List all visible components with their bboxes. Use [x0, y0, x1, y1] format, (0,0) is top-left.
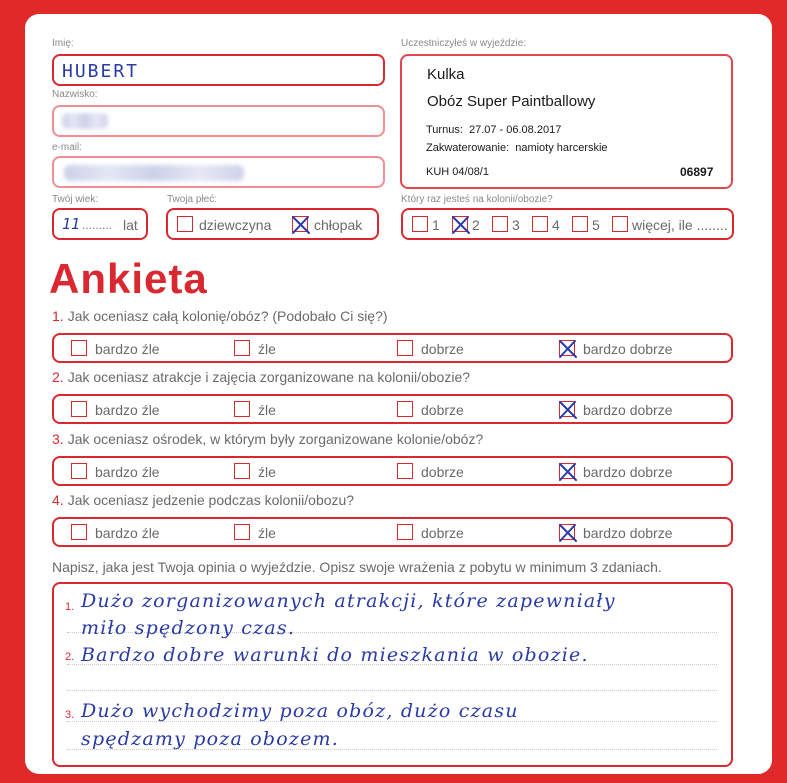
- times-5-label: 5: [592, 217, 600, 233]
- question-label: Jak oceniasz atrakcje i zajęcia zorganizowane na kolonii/obozie?: [67, 369, 471, 385]
- question-number: 3.: [52, 431, 64, 447]
- redacted-surname: [62, 113, 108, 129]
- rating-label: bardzo źle: [95, 525, 160, 541]
- gender-male-checkbox[interactable]: [292, 216, 308, 232]
- times-label: Który raz jesteś na kolonii/obozie?: [401, 194, 553, 205]
- opinion-prompt: Napisz, jaka jest Twoja opinia o wyjeździe. Opisz swoje wrażenia z pobytu w minimum 3 zdaniach.: [52, 559, 662, 575]
- times-field: [401, 208, 734, 240]
- times-4-label: 4: [552, 217, 560, 233]
- opinion-number: 1.: [65, 601, 75, 613]
- rating-label: bardzo źle: [95, 464, 160, 480]
- rating-checkbox[interactable]: [234, 401, 250, 417]
- question-label: Jak oceniasz ośrodek, w którym były zorganizowane kolonie/obóz?: [67, 431, 484, 447]
- rating-checkbox[interactable]: [71, 524, 87, 540]
- question-number: 2.: [52, 369, 64, 385]
- check-mark-icon: [557, 461, 579, 483]
- question-text: [52, 369, 470, 385]
- trip-number: 06897: [680, 165, 714, 179]
- rating-checkbox[interactable]: [71, 340, 87, 356]
- surname-field[interactable]: [52, 105, 385, 137]
- trip-info-box: [400, 54, 733, 189]
- rating-label: bardzo źle: [95, 402, 160, 418]
- times-3-label: 3: [512, 217, 520, 233]
- times-1-checkbox[interactable]: [412, 216, 428, 232]
- name-label: Imię:: [52, 38, 74, 49]
- rating-row: [52, 456, 733, 486]
- rating-label: dobrze: [421, 464, 464, 480]
- opinion-number: 2.: [65, 651, 75, 663]
- rating-label: bardzo źle: [95, 341, 160, 357]
- opinion-line-1: Dużo zorganizowanych atrakcji, które zapewniały: [81, 590, 616, 612]
- opinion-number: 3.: [65, 709, 75, 721]
- age-field[interactable]: [52, 208, 148, 240]
- rating-checkbox[interactable]: [559, 340, 575, 356]
- times-more-label: więcej, ile ........: [632, 217, 728, 233]
- email-label: e-mail:: [52, 142, 83, 153]
- rating-label: bardzo dobrze: [583, 525, 673, 541]
- rating-checkbox[interactable]: [397, 463, 413, 479]
- rating-checkbox[interactable]: [234, 524, 250, 540]
- rating-label: dobrze: [421, 341, 464, 357]
- times-more-checkbox[interactable]: [612, 216, 628, 232]
- gender-female-label: dziewczyna: [199, 217, 272, 233]
- trip-turnus: [426, 124, 561, 136]
- age-unit: lat: [123, 217, 138, 233]
- trip-camp: Obóz Super Paintballowy: [427, 93, 596, 110]
- gender-field: [166, 208, 379, 240]
- rating-label: bardzo dobrze: [583, 464, 673, 480]
- rating-label: bardzo dobrze: [583, 341, 673, 357]
- times-5-checkbox[interactable]: [572, 216, 588, 232]
- age-label: Twój wiek:: [52, 194, 99, 205]
- name-field[interactable]: [52, 54, 385, 86]
- turnus-value: 27.07 - 06.08.2017: [468, 124, 562, 136]
- rating-checkbox[interactable]: [559, 463, 575, 479]
- rating-checkbox[interactable]: [559, 401, 575, 417]
- opinion-line-4: Dużo wychodzimy poza obóz, dużo czasu: [81, 700, 519, 722]
- times-1-label: 1: [432, 217, 440, 233]
- gender-female-checkbox[interactable]: [177, 216, 193, 232]
- trip-zakw: [426, 142, 608, 154]
- age-value: 11: [62, 215, 81, 233]
- rating-checkbox[interactable]: [71, 401, 87, 417]
- times-2-label: 2: [472, 217, 480, 233]
- question-label: Jak oceniasz całą kolonię/obóz? (Podobało Ci się?): [67, 308, 388, 324]
- rating-row: [52, 394, 733, 424]
- zakw-label: Zakwaterowanie:: [426, 142, 510, 154]
- rating-label: źle: [258, 341, 276, 357]
- question-text: [52, 308, 388, 324]
- check-mark-icon: [290, 214, 312, 236]
- check-mark-icon: [557, 522, 579, 544]
- rating-checkbox[interactable]: [71, 463, 87, 479]
- question-number: 4.: [52, 492, 64, 508]
- times-3-checkbox[interactable]: [492, 216, 508, 232]
- trip-code: KUH 04/08/1: [426, 166, 489, 178]
- rating-checkbox[interactable]: [397, 401, 413, 417]
- rating-checkbox[interactable]: [234, 463, 250, 479]
- rating-label: dobrze: [421, 402, 464, 418]
- participated-label: Uczestniczyłeś w wyjeździe:: [401, 38, 527, 49]
- trip-org: Kulka: [427, 66, 465, 83]
- check-mark-icon: [557, 399, 579, 421]
- question-text: [52, 492, 354, 508]
- opinion-line-3: Bardzo dobre warunki do mieszkania w obozie.: [81, 644, 589, 666]
- check-mark-icon: [450, 214, 472, 236]
- rating-label: źle: [258, 525, 276, 541]
- check-mark-icon: [557, 338, 579, 360]
- rating-label: bardzo dobrze: [583, 402, 673, 418]
- redacted-email: [64, 165, 244, 181]
- rating-label: źle: [258, 402, 276, 418]
- opinion-line-5: spędzamy poza obozem.: [81, 728, 339, 750]
- gender-male-label: chłopak: [314, 217, 363, 233]
- survey-sheet: [25, 14, 772, 774]
- opinion-rule: [67, 690, 717, 691]
- survey-title: Ankieta: [49, 255, 208, 302]
- zakw-value: namioty harcerskie: [515, 142, 608, 154]
- rating-row: [52, 333, 733, 363]
- rating-checkbox[interactable]: [397, 340, 413, 356]
- question-label: Jak oceniasz jedzenie podczas kolonii/obozu?: [67, 492, 355, 508]
- opinion-line-2: miło spędzony czas.: [81, 617, 296, 639]
- times-4-checkbox[interactable]: [532, 216, 548, 232]
- turnus-label: Turnus:: [426, 124, 463, 136]
- rating-checkbox[interactable]: [559, 524, 575, 540]
- question-number: 1.: [52, 308, 64, 324]
- gender-label: Twoja płeć:: [167, 194, 218, 205]
- times-2-checkbox[interactable]: [452, 216, 468, 232]
- rating-checkbox[interactable]: [234, 340, 250, 356]
- rating-checkbox[interactable]: [397, 524, 413, 540]
- surname-label: Nazwisko:: [52, 89, 98, 100]
- rating-label: dobrze: [421, 525, 464, 541]
- rating-label: źle: [258, 464, 276, 480]
- question-text: [52, 431, 483, 447]
- rating-row: [52, 517, 733, 547]
- name-value: HUBERT: [62, 61, 140, 82]
- age-dots: .........: [82, 218, 113, 232]
- email-field[interactable]: [52, 156, 385, 188]
